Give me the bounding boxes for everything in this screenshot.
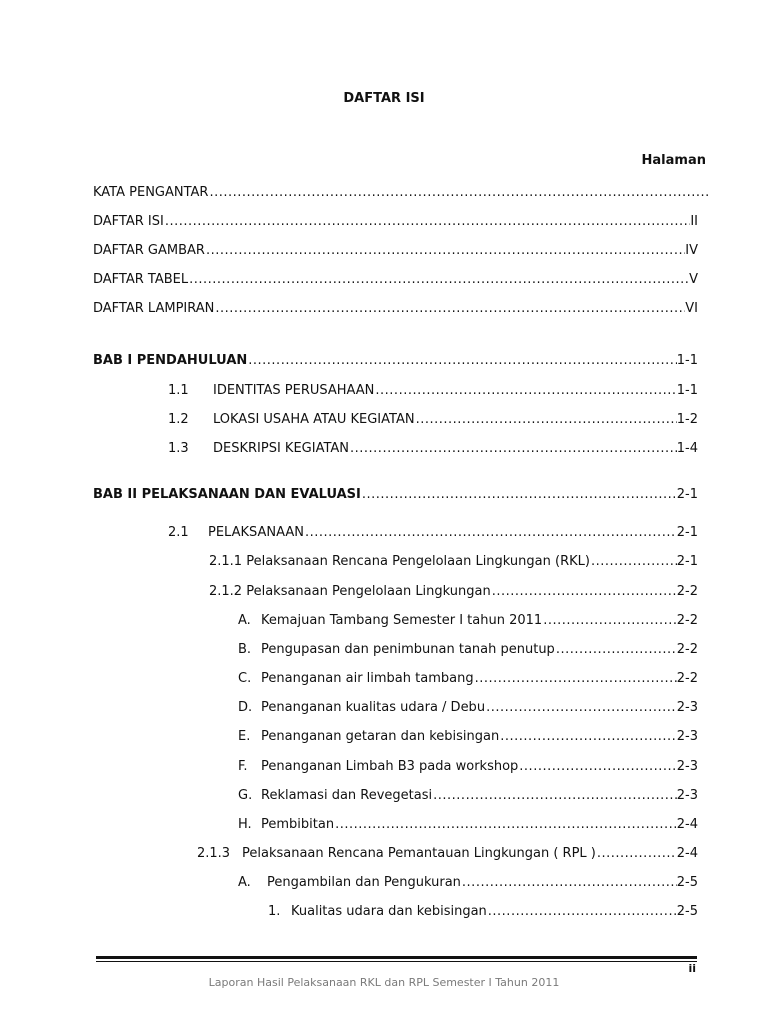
toc-leader-dots xyxy=(164,214,690,230)
toc-entry-title: DAFTAR GAMBAR xyxy=(93,243,205,258)
toc-entry-number: 1.2 xyxy=(168,412,189,427)
toc-leader-dots xyxy=(487,904,677,920)
toc-entry-title: BAB I PENDAHULUAN xyxy=(93,353,248,368)
toc-entry-page: II xyxy=(690,214,698,229)
toc-entry-page: 2-4 xyxy=(676,846,698,861)
toc-entry-2-1-3-a[interactable] xyxy=(238,871,698,891)
toc-entry-page: 2-1 xyxy=(676,554,698,569)
toc-entry-title: Pengambilan dan Pengukuran xyxy=(267,875,461,890)
toc-entry-title: Pengupasan dan penimbunan tanah penutup xyxy=(261,642,555,657)
toc-entry-title: 2.1.1 Pelaksanaan Rencana Pengelolaan Lingkungan (RKL) xyxy=(209,554,590,569)
toc-entry-number: B. xyxy=(238,642,252,657)
toc-entry-page: 2-3 xyxy=(676,700,698,715)
toc-entry-page: 2-2 xyxy=(676,642,698,657)
toc-entry-number: 2.1.3 xyxy=(197,846,231,861)
toc-entry-title: KATA PENGANTAR xyxy=(93,185,209,200)
toc-leader-dots xyxy=(208,185,710,201)
toc-entry-title: IDENTITAS PERUSAHAAN xyxy=(213,383,375,398)
toc-leader-dots xyxy=(349,441,677,457)
toc-entry-number: 1.3 xyxy=(168,441,189,456)
toc-entry-title: Pembibitan xyxy=(261,817,335,832)
toc-entry-number: 1. xyxy=(268,904,281,919)
toc-entry-number: E. xyxy=(238,729,251,744)
toc-entry-title: Penanganan kualitas udara / Debu xyxy=(261,700,486,715)
toc-leader-dots xyxy=(491,584,677,600)
toc-entry-title: Kualitas udara dan kebisingan xyxy=(291,904,487,919)
toc-entry-2-1-2[interactable] xyxy=(209,580,698,600)
toc-entry-title: DAFTAR TABEL xyxy=(93,272,189,287)
toc-leader-dots xyxy=(374,383,676,399)
toc-entry-1-3[interactable] xyxy=(168,437,698,457)
toc-leader-dots xyxy=(415,412,677,428)
toc-entry-number: A. xyxy=(238,875,251,890)
toc-entry-page: 1-1 xyxy=(676,383,698,398)
toc-entry-2-1-2-a[interactable] xyxy=(238,609,698,629)
toc-entry-2-1-2-g[interactable] xyxy=(238,784,698,804)
toc-entry-2-1-2-b[interactable] xyxy=(238,638,698,658)
page-number: ii xyxy=(688,962,696,975)
toc-entry-2-1-2-e[interactable] xyxy=(238,725,698,745)
toc-entry-title: 2.1.2 Pelaksanaan Pengelolaan Lingkungan xyxy=(209,584,491,599)
toc-entry-2-1-3[interactable] xyxy=(197,842,698,862)
toc-entry-title: DAFTAR LAMPIRAN xyxy=(93,301,215,316)
toc-entry-page: 1-4 xyxy=(676,441,698,456)
toc-entry-2-1-2-h[interactable] xyxy=(238,813,698,833)
toc-entry-page: 2-2 xyxy=(676,671,698,686)
toc-entry-page: 2-5 xyxy=(676,875,698,890)
toc-entry-title: BAB II PELAKSANAAN DAN EVALUASI xyxy=(93,487,361,502)
toc-entry-title: Penanganan getaran dan kebisingan xyxy=(261,729,500,744)
toc-entry-title: Kemajuan Tambang Semester I tahun 2011 xyxy=(261,613,543,628)
toc-leader-dots xyxy=(555,642,677,658)
footer-divider xyxy=(96,956,697,959)
toc-entry-2-1-2-c[interactable] xyxy=(238,667,698,687)
toc-entry-page: V xyxy=(689,272,698,287)
toc-entry-2-1-2-d[interactable] xyxy=(238,696,698,716)
toc-entry-page: 2-3 xyxy=(676,759,698,774)
toc-entry-page: 2-1 xyxy=(676,525,698,540)
toc-leader-dots xyxy=(590,554,677,570)
toc-entry-number: G. xyxy=(238,788,253,803)
toc-entry-2-1-3-a-1[interactable] xyxy=(268,900,698,920)
toc-leader-dots xyxy=(205,243,685,259)
toc-entry-page: 1-2 xyxy=(676,412,698,427)
toc-entry-title: LOKASI USAHA ATAU KEGIATAN xyxy=(213,412,415,427)
toc-leader-dots xyxy=(596,846,677,862)
toc-entry-number: D. xyxy=(238,700,253,715)
toc-leader-dots xyxy=(214,301,685,317)
toc-entry-daftar-tabel[interactable] xyxy=(93,268,698,288)
toc-entry-page: 2-3 xyxy=(676,788,698,803)
toc-leader-dots xyxy=(247,353,677,369)
toc-leader-dots xyxy=(361,487,677,503)
toc-entry-bab-2[interactable] xyxy=(93,483,698,503)
toc-entry-title: Penanganan air limbah tambang xyxy=(261,671,474,686)
toc-entry-title: DAFTAR ISI xyxy=(93,214,164,229)
toc-entry-page: 1-1 xyxy=(676,353,698,368)
toc-leader-dots xyxy=(542,613,677,629)
toc-entry-page: IV xyxy=(685,243,698,258)
footer-divider-thin xyxy=(96,961,697,962)
toc-entry-page: VI xyxy=(685,301,698,316)
toc-entry-kata-pengantar[interactable] xyxy=(93,181,710,201)
toc-entry-title: Penanganan Limbah B3 pada workshop xyxy=(261,759,519,774)
toc-leader-dots xyxy=(461,875,677,891)
toc-entry-title: Pelaksanaan Rencana Pemantauan Lingkungan ( RPL ) xyxy=(242,846,596,861)
toc-entry-1-1[interactable] xyxy=(168,379,698,399)
toc-leader-dots xyxy=(499,729,677,745)
toc-entry-number: C. xyxy=(238,671,252,686)
page-column-heading: Halaman xyxy=(641,153,706,168)
toc-leader-dots xyxy=(485,700,677,716)
toc-entry-page: 2-1 xyxy=(676,487,698,502)
toc-entry-number: A. xyxy=(238,613,251,628)
toc-leader-dots xyxy=(474,671,677,687)
toc-entry-daftar-isi[interactable] xyxy=(93,210,698,230)
toc-entry-page: 2-5 xyxy=(676,904,698,919)
toc-entry-number: 2.1 xyxy=(168,525,189,540)
toc-leader-dots xyxy=(188,272,689,288)
toc-leader-dots xyxy=(518,759,676,775)
footer-report-title: Laporan Hasil Pelaksanaan RKL dan RPL Semester I Tahun 2011 xyxy=(208,976,560,989)
toc-entry-bab-1[interactable] xyxy=(93,349,698,369)
toc-entry-title: PELAKSANAAN xyxy=(208,525,304,540)
toc-leader-dots xyxy=(432,788,677,804)
toc-entry-daftar-lampiran[interactable] xyxy=(93,297,698,317)
toc-leader-dots xyxy=(304,525,677,541)
toc-entry-2-1-2-f[interactable] xyxy=(238,755,698,775)
toc-entry-2-1[interactable] xyxy=(168,521,698,541)
toc-entry-number: 1.1 xyxy=(168,383,189,398)
page-title: DAFTAR ISI xyxy=(343,91,425,106)
toc-entry-page: 2-2 xyxy=(676,584,698,599)
toc-entry-number: H. xyxy=(238,817,252,832)
toc-entry-page: 2-3 xyxy=(676,729,698,744)
toc-entry-daftar-gambar[interactable] xyxy=(93,239,698,259)
toc-entry-title: Reklamasi dan Revegetasi xyxy=(261,788,433,803)
toc-entry-page: 2-4 xyxy=(676,817,698,832)
toc-entry-title: DESKRIPSI KEGIATAN xyxy=(213,441,350,456)
toc-entry-page: 2-2 xyxy=(676,613,698,628)
toc-leader-dots xyxy=(334,817,677,833)
toc-entry-2-1-1[interactable] xyxy=(209,550,698,570)
toc-entry-number: F. xyxy=(238,759,248,774)
toc-entry-1-2[interactable] xyxy=(168,408,698,428)
